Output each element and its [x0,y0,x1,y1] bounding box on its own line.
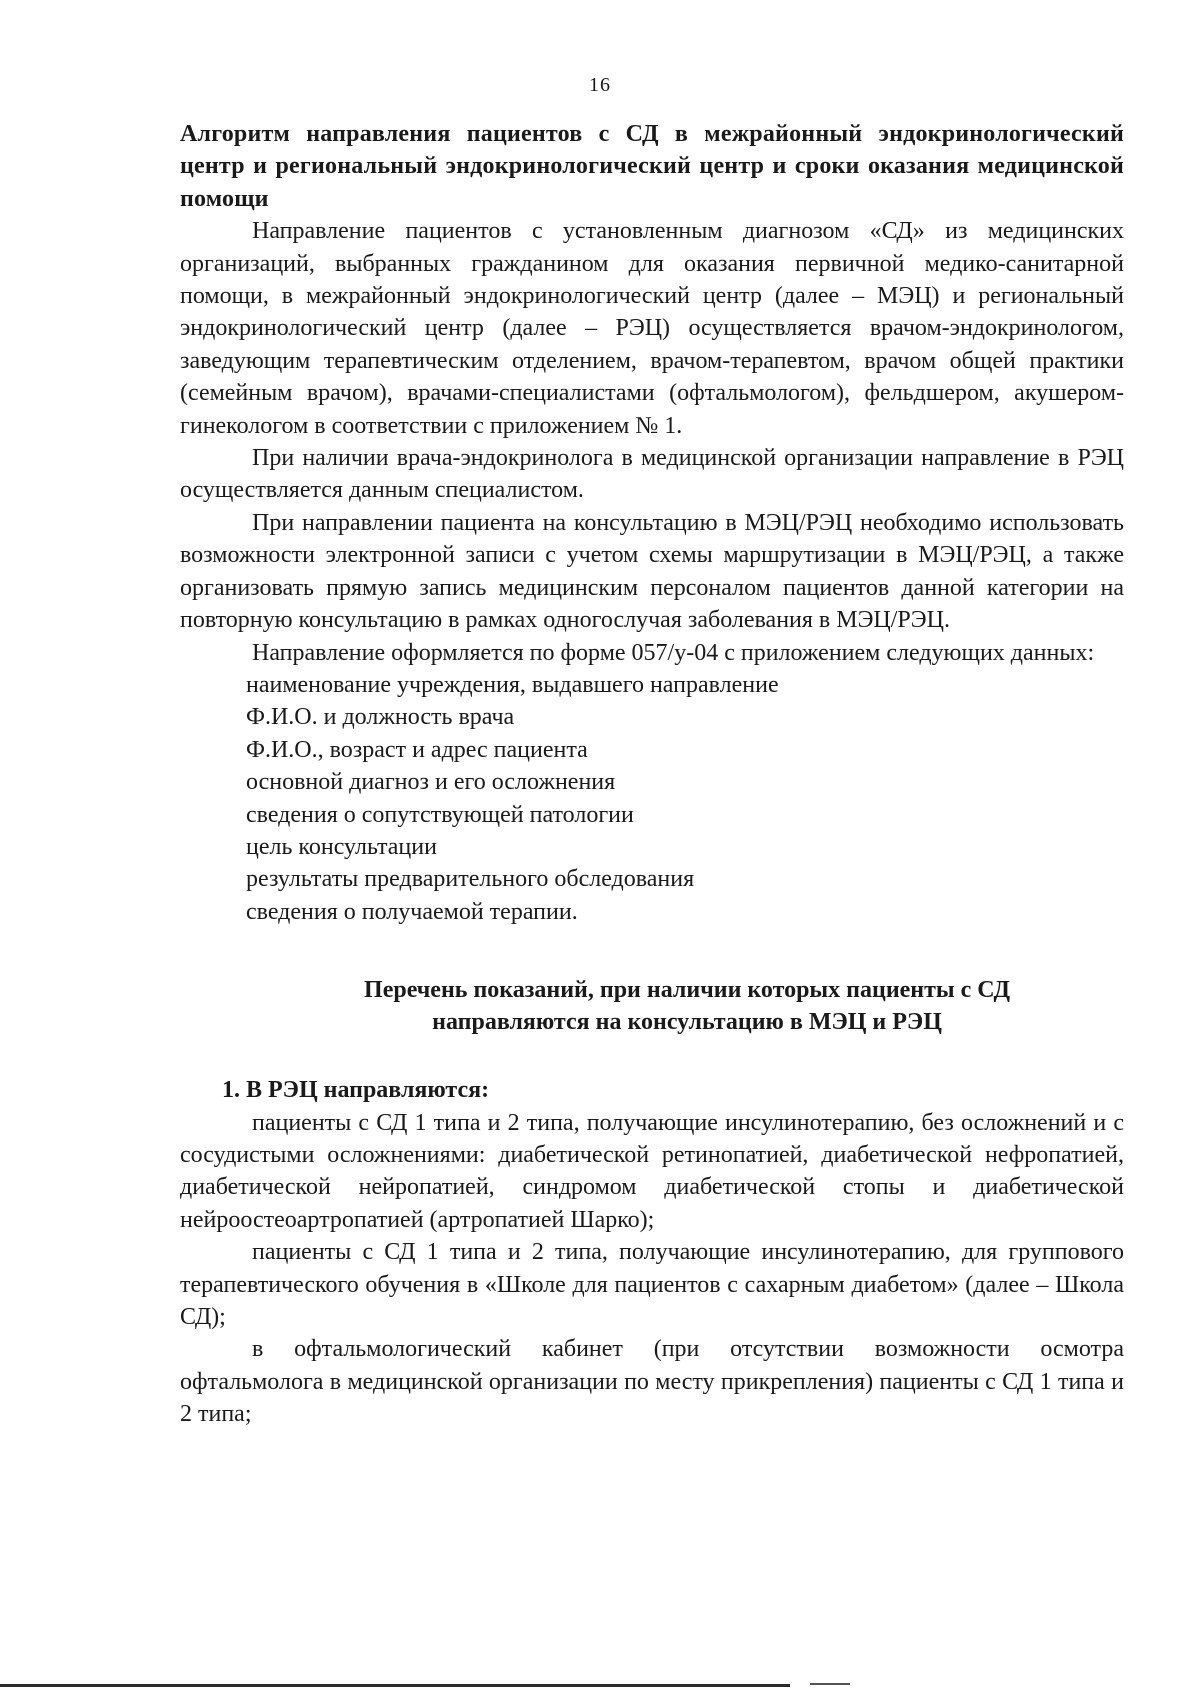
list-item: сведения о получаемой терапии. [246,898,578,925]
paragraph-insulin-patients: пациенты с СД 1 типа и 2 типа, получающие инсулинотерапию, без осложнений и с сосудистыми осложнениями: диабетической ретинопатией, диабетической нефропатией, диабетической нейропатией, синдромом диабетической стопы и диабетической нейроостеоартропатией (артропатией Шарко); [180,1109,1124,1233]
list-item: Ф.И.О., возраст и адрес пациента [246,736,588,763]
footer-rule-tail [810,1683,850,1685]
paragraph-ophthalmology: в офтальмологический кабинет (при отсутствии возможности осмотра офтальмолога в медицинской организации по месту прикрепления) пациенты с СД 1 типа и 2 типа; [180,1336,1124,1428]
paragraph-endocrinologist: При наличии врача-эндокринолога в медицинской организации направление в РЭЦ осуществляется данным специалистом. [180,445,1124,504]
referral-data-list [180,669,1124,928]
list-item: наименование учреждения, выдавшего направление [246,671,779,698]
paragraph-diabetes-school: пациенты с СД 1 типа и 2 типа, получающие инсулинотерапию, для группового терапевтического обучения в «Школе для пациентов с сахарным диабетом» (далее – Школа СД); [180,1239,1124,1330]
document-title: Алгоритм направления пациентов с СД в межрайонный эндокринологический центр и региональный эндокринологический центр и сроки оказания медицинской помощи [180,121,1124,212]
paragraph-referral-procedure: Направление пациентов с установленным диагнозом «СД» из медицинских организаций, выбранных гражданином для оказания первичной медико-санитарной помощи, в межрайонный эндокринологический центр (далее – МЭЦ) и региональный эндокринологический центр (далее – РЭЦ) осуществляется врачом-эндокринологом, заведующим терапевтическим отделением, врачом-терапевтом, врачом общей практики (семейным врачом), врачами-специалистами (офтальмологом), фельдшером, акушером-гинекологом в соответствии с приложением № 1. [180,218,1124,439]
list-item: цель консультации [246,833,437,860]
subheading-rec: 1. В РЭЦ направляются: [222,1077,490,1104]
list-item: результаты предварительного обследования [246,866,695,893]
paragraph-referral-form: Направление оформляется по форме 057/у-04 с приложением следующих данных: [252,639,1095,666]
paragraph-electronic-booking: При направлении пациента на консультацию в МЭЦ/РЭЦ необходимо использовать возможности электронной записи с учетом схемы маршрутизации в МЭЦ/РЭЦ, а также организовать прямую запись медицинским персоналом пациентов данной категории на повторную консультацию в рамках одногослучая заболевания в МЭЦ/РЭЦ. [180,509,1124,634]
document-body [180,118,1124,1431]
footer-rule [0,1684,790,1687]
page-number: 16 [589,74,611,96]
section-title-line: направляются на консультацию в МЭЦ и РЭЦ [432,1009,942,1036]
list-item: Ф.И.О. и должность врача [246,704,515,731]
section-title-line: Перечень показаний, при наличии которых пациенты с СД [364,977,1010,1004]
section-title [180,974,1124,1038]
list-item: сведения о сопутствующей патологии [246,801,634,828]
list-item: основной диагноз и его осложнения [246,769,616,796]
